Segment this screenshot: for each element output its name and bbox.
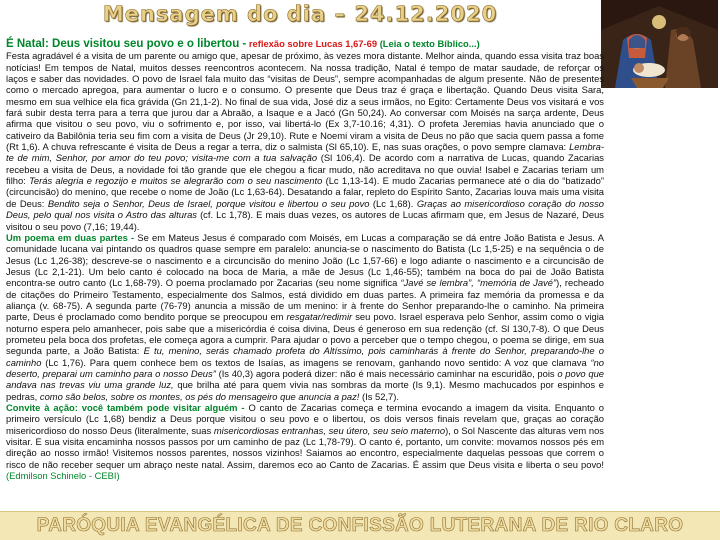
intro-quote-4: Graças ao misericordioso coração do nosso Deus, pelo qual nos visita o Astro das alturas bbox=[6, 197, 604, 221]
intro-heading-line bbox=[6, 38, 604, 50]
poem-quote-4: “no deserto, preparai um caminho para o nosso Deus” bbox=[6, 356, 605, 379]
poem-text-7: (Is 52,7). bbox=[361, 390, 399, 402]
poem-text-3: seu povo. Israel esperava pelo Senhor, assim como o vigia noturno espera pelo amanhecer, pois sabe que a misericórdia é coisa divina, Deus é generoso em sua redenção (cf. Sl 130,7-8). O que Deus prometeu pela boca dos profetas, ele começa agora a cumprir. Para ajudar o povo a perceber que o tempo chegou, o poema se dirige, em sua segunda parte, a João Batista: bbox=[6, 311, 605, 357]
parish-footer: PARÓQUIA EVANGÉLICA DE CONFISSÃO LUTERANA DE RIO CLARO bbox=[0, 511, 720, 540]
section-poem bbox=[6, 232, 604, 402]
poem-text-2: ), recheado de citações do Primeiro Testamento, especialmente dos Salmos, está dividido em duas partes. A primeira faz memória da promessa e da aliança (v. 68-75). A segunda parte (76-79) anuncia a missão de um menino: ir à frente do Senhor preparando-lhe o caminho. Na primeira parte, Deus é proclamado como bendito porque se preocupou em bbox=[6, 277, 604, 323]
nativity-illustration bbox=[601, 0, 718, 88]
poem-heading: Um poema em duas partes - bbox=[6, 231, 135, 243]
action-text-2: ), o Sol Nascente das alturas vem nos visitar. E sua visita encaminha nossos passos por um caminho de paz (Lc 1,78-79). O canto é, portanto, um convite: movamos nossos pés em direção ao nosso irmão! Visitemos nossos parentes, nossos vizinhos! Saiamos ao encontro, especialmente daquelas pessoas que correm o risco de não receber sequer um abraço neste natal. Assim, daremos eco ao Canto de Zacarias. É assim que Deus visita e liberta o seu povo! bbox=[6, 424, 604, 470]
poem-text-5: (Is 40,3) agora poderá dizer: não é mais necessário caminhar na escuridão, pois bbox=[218, 367, 555, 379]
read-hint: (Leia o texto Bíblico...) bbox=[379, 38, 480, 49]
poem-quote-5: o povo que andava nas trevas viu uma grande luz, bbox=[6, 367, 605, 391]
section-action bbox=[6, 402, 604, 481]
intro-heading: É Natal: Deus visitou seu povo e o libertou - bbox=[6, 38, 247, 50]
intro-text-3: (Lc 1,13-14). E mudo Zacarias permanece até o dia do “batizado” (circuncisão) do menino, que recebe o nome de João (Lc 1,63-64). Desatando a falar, repleto do Espírito Santo, Zacarias louva mais uma visita de Deus: bbox=[6, 175, 604, 209]
intro-text-2: (Sl 106,4). De acordo com a narrativa de Lucas, quando Zacarias recebeu a visita de Deus, a novidade foi tão grande que ele chegou a ficar mudo, não acreditava no que ouvia! Isabel e Zacarias teriam um filho: bbox=[6, 152, 604, 187]
article bbox=[6, 38, 604, 481]
intro-quote-2: Terás alegria e regozijo e muitos se alegrarão com o seu nascimento bbox=[29, 175, 323, 187]
poem-quote-3: E tu, menino, serás chamado profeta do Altíssimo, pois caminharás à frente do Senhor, preparando-lhe o caminho bbox=[6, 345, 604, 368]
intro-text-5: (cf. Lc 1,78). E mais duas vezes, os autores de Lucas afirmam que, em Jesus de Nazaré, Deus visitou o seu povo (7,16; 19,44). bbox=[6, 209, 604, 232]
poem-quote-6: como são belos, sobre os montes, os pés do mensageiro que anuncia a paz! bbox=[39, 390, 360, 402]
intro-text-4: (Lc 1,68). bbox=[372, 197, 414, 209]
poem-text-4: (Lc 1,76). Para quem conhece bem os textos de Isaías, as imagens se renovam, ganhando novo sentido: A voz que clamava bbox=[45, 356, 587, 368]
intro-quote-1: Lembra-te de mim, Senhor, por amor do teu povo; visita-me com a tua salvação bbox=[6, 141, 604, 164]
intro-quote-3: Bendito seja o Senhor, Deus de Israel, porque visitou e libertou o seu povo bbox=[47, 197, 370, 209]
poem-quote-1: “Javé se lembra”, “memória de Javé” bbox=[400, 277, 557, 289]
poem-text-6: que brilha até para quem vivia nas sombras da morte (Is 9,1). Mesmo machucados por espinhos e pedras, bbox=[6, 379, 605, 402]
action-heading: Convite à ação: você também pode visitar alguém - bbox=[6, 402, 245, 413]
intro-text: Festa agradável é a visita de um parente ou amigo que, apesar de próximo, às vezes mora distante. Melhor ainda, quando essa visita traz boas notícias! Em tempos de Natal, muitos desses reencontros acontecem. Na nossa tradição, Natal é tempo de matar saudade, de reforçar os laços e saber das novidades. O povo de Israel fala muito das “visitas de Deus”, sempre acompanhadas de algum presente. Não de presentes como o mercado apregoa, para aumentar o lucro e o consumo. O presente que Deus traz é graça e libertação. Quando Deus visita Sara, mesmo em sua velhice ela fica grávida (Gn 21,1-2). No final de sua vida, José diz a seus irmãos, no Egito: Certamente Deus vos visitará e vos fará subir desta terra para a terra que jurou dar a Abraão, a Isaque e a Jacó (Gn 50,24). Ao conversar com Moisés na sarça ardente, Deus afirma que visitou o seu povo, viu o sofrimento e, por isso, vai libertá-lo (Ex 3,7-10.16; 4,31). O profeta Jeremias havia anunciado que o cativeiro da Babilônia teria seu fim com a visita de Deus (Jr 29,10). Rute e Noemi viram a visita de Deus no pão que sacia quem passa a fome (Rt 1,6). A chuva refrescante é visita de Deus a regar a terra, diz o salmista (Sl 65,10). E, nas suas orações, o povo sempre clamava: bbox=[6, 50, 604, 153]
intro-paragraph bbox=[6, 50, 604, 232]
scripture-reference: reflexão sobre Lucas 1,67-69 bbox=[248, 38, 378, 49]
action-quote-1: misericordiosas entranhas, seu útero, seu seio materno bbox=[213, 424, 446, 436]
page-title: Mensagem do dia – 24.12.2020 bbox=[102, 2, 498, 26]
poem-text-1: Se em Mateus Jesus é comparado com Moisés, em Lucas a comparação se dá entre João Batista e Jesus. A comunidade lucana vai pintando os quadros quase sempre em paralelo: anuncia-se o nascimento do Batista (Lc 1,5-25) e na sequência o de Jesus (Lc 1,26-38); descreve-se o nascimento e a circuncisão do menino João (Lc 1,57-66) e logo adiante o nascimento e a circuncisão de Jesus (Lc 2,1-21). Um belo canto é colocado na boca de Maria, a mãe de Jesus (Lc 1,46-55); também na boca do pai de João Batista encontra-se outro canto (Lc 1,68-79). O poema proclamado por Zacarias (seu nome significa bbox=[6, 231, 604, 289]
poem-quote-2: resgatar/redimir bbox=[286, 311, 353, 323]
nativity-image bbox=[601, 0, 718, 88]
author-credit: (Edmilson Schinelo - CEBI) bbox=[6, 470, 120, 482]
action-text-1: O canto de Zacarias começa e termina evocando a imagem da visita. Enquanto o primeiro versículo (Lc 1,68) bendiz a Deus porque visitou o seu povo e o libertou, os dois versos finais revelam que, graças ao coração misericordioso do nosso Deus (literalmente, suas bbox=[6, 402, 604, 436]
